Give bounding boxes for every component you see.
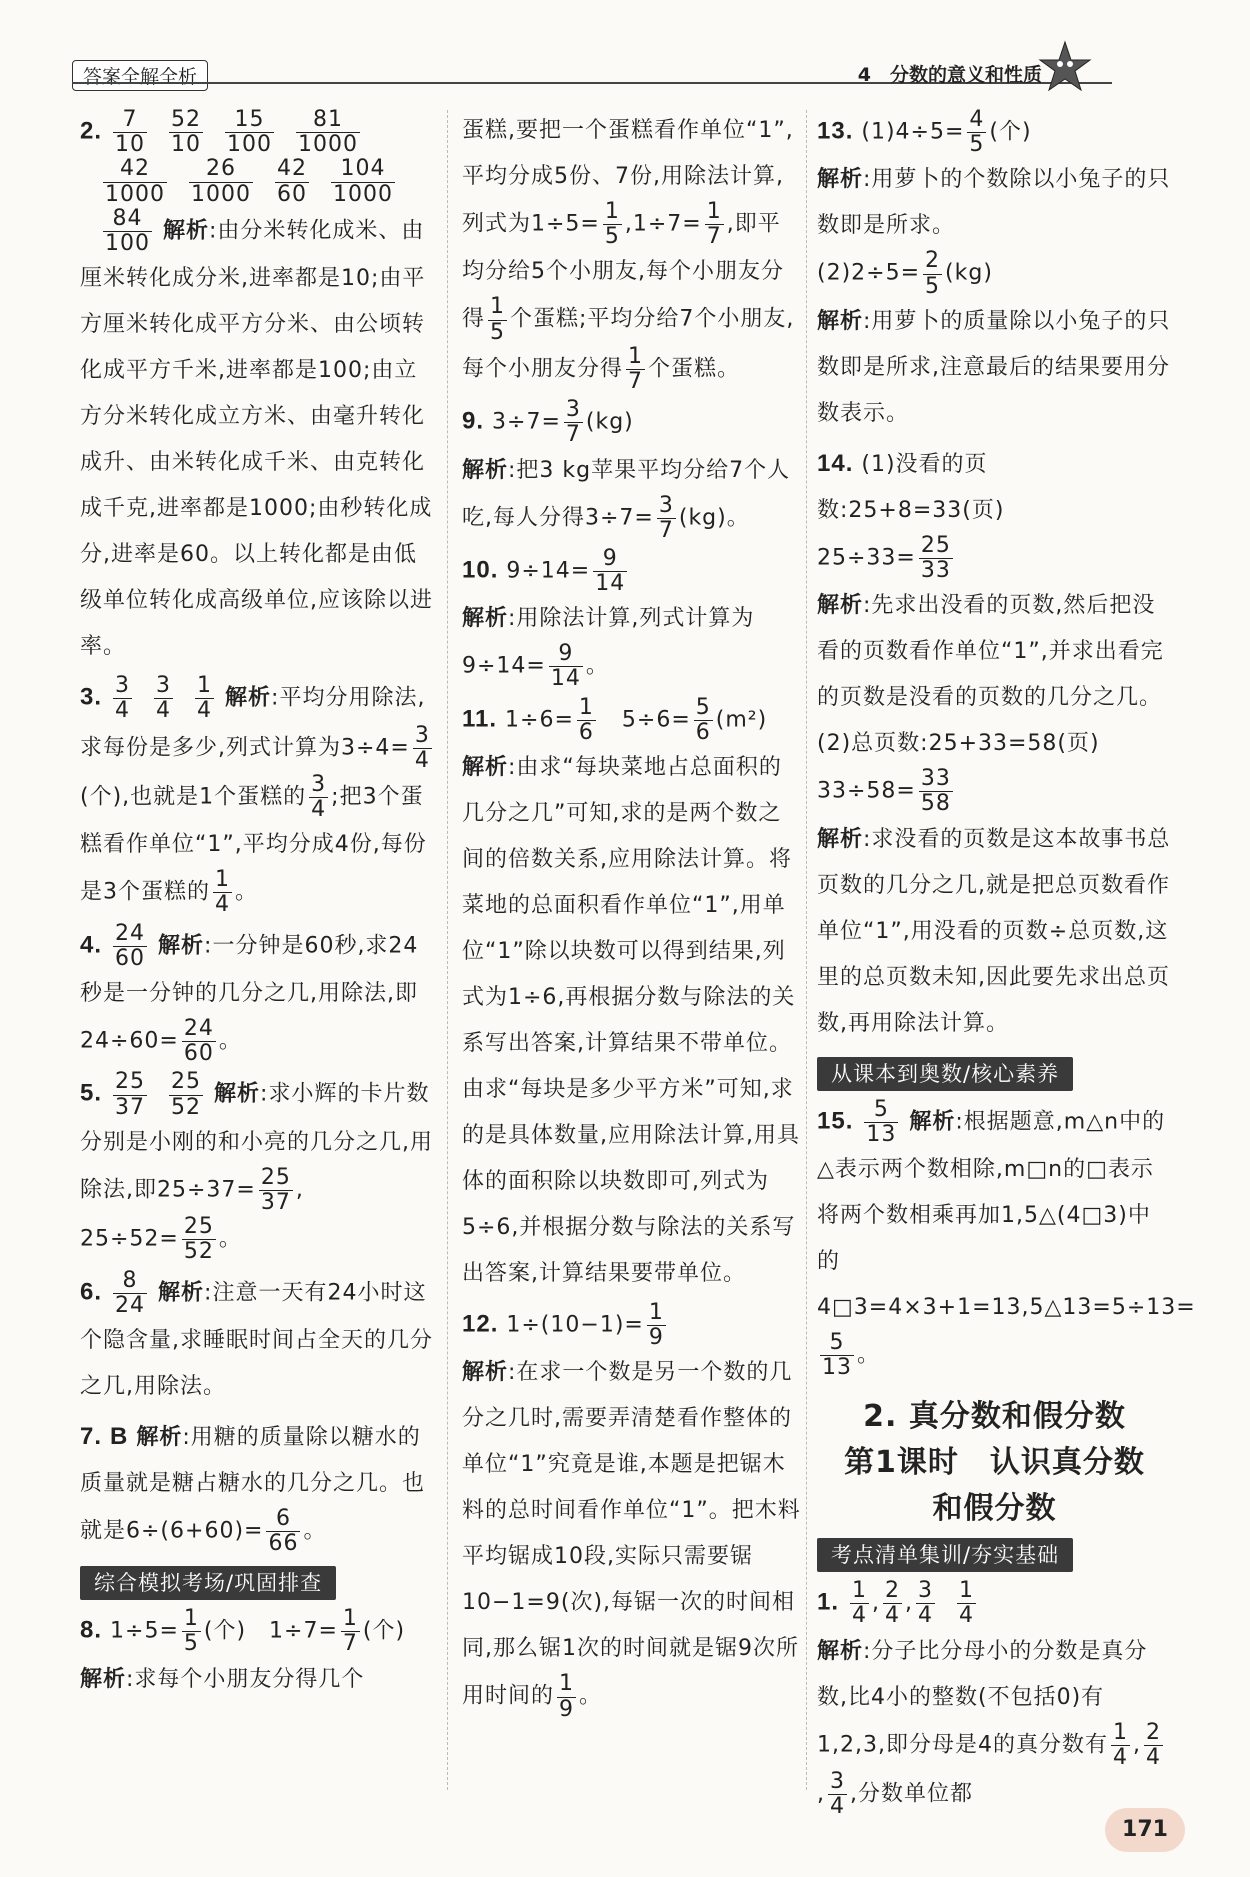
page-number: 171 bbox=[1105, 1808, 1185, 1852]
fraction: $\frac{2}{5}$ bbox=[925, 248, 941, 299]
answer-12: 12. 1÷(10−1)= $\frac{1}{9}$ 解析:在求一个数是另一个数的几分之几时,需要弄清楚看作整体的单位“1”究竟是谁,本题是把锯木料的总时间看作单位“1”。把木料平均锯成10段,实际只需要锯10−1=9(次),每锯一次的时间相同,那么锯1次的时间就是锯9次所用时间的 $\frac{1}{9}$ 。 bbox=[462, 1300, 801, 1722]
fraction: $\frac{9}{14}$ bbox=[595, 545, 626, 597]
fraction: $\frac{1}{5}$ bbox=[604, 199, 620, 250]
fraction: $\frac{25}{52}$ bbox=[171, 1069, 202, 1120]
analysis-label: 解析 bbox=[462, 606, 509, 632]
analysis-label: 解析 bbox=[214, 1082, 261, 1108]
fraction: $\frac{1}{4}$ bbox=[959, 1578, 975, 1629]
column-3 bbox=[817, 107, 1196, 1823]
fraction: $\frac{1}{5}$ bbox=[490, 294, 506, 345]
analysis-label: 解析 bbox=[225, 685, 272, 711]
fraction: $\frac{4}{5}$ bbox=[969, 107, 985, 158]
fraction: $\frac{24}{60}$ bbox=[183, 1016, 214, 1067]
question-number: 2. bbox=[80, 117, 103, 145]
column-divider-1 bbox=[447, 110, 448, 1790]
fraction: $\frac{104}{1000}$ bbox=[333, 156, 393, 207]
fraction: $\frac{52}{10}$ bbox=[171, 107, 202, 158]
analysis-label: 解析 bbox=[462, 755, 509, 780]
fraction: $\frac{25}{52}$ bbox=[183, 1214, 214, 1265]
answer-15: 15. $\frac{5}{13}$ 解析:根据题意,m△n中的△表示两个数相除,m□n的□表示将两个数相乘再加1,5△(4□3)中的4□3=4×3+1=13,5△13=5÷13= $\frac{5}{13}$ 。 bbox=[817, 1096, 1196, 1381]
fraction: $\frac{3}{4}$ bbox=[918, 1578, 934, 1629]
fraction: $\frac{1}{6}$ bbox=[578, 694, 594, 745]
fraction: $\frac{5}{13}$ bbox=[866, 1096, 897, 1147]
fraction: $\frac{81}{1000}$ bbox=[298, 107, 359, 158]
brand-label: 答案全解全析 bbox=[72, 60, 208, 91]
answer-8: 8. 1÷5= $\frac{1}{5}$ (个) 1÷7= $\frac{1}{7}$ (个) 解析:求每个小朋友分得几个 bbox=[80, 1606, 406, 1692]
page-header bbox=[72, 58, 1152, 88]
fraction: $\frac{7}{10}$ bbox=[115, 107, 146, 158]
answer-14: 14. (1)没看的页数:25+8=33(页) 25÷33= $\frac{25}{33}$ 解析:先求出没看的页数,然后把没看的页数看作单位“1”,并求出看完的页数是没看的页数的几分之几。 (2)总页数:25+33=58(页) 33÷58= $\frac{33}{58}$ 解析:求没看的页数是这本故事书总页数的几分之几,就是把总页数看作单位“1”,用没看的页数÷总页数,这里的总页数未知,因此要先求出总页数,再用除法计算。 bbox=[817, 449, 1171, 1036]
lesson-title: 第1课时 认识真分数 bbox=[844, 1445, 1145, 1481]
analysis-label: 解析 bbox=[136, 1424, 183, 1450]
fraction: $\frac{25}{33}$ bbox=[920, 532, 951, 583]
analysis-label: 解析 bbox=[817, 1638, 864, 1664]
chapter-title: 4 分数的意义和性质 bbox=[857, 64, 1042, 86]
fraction: $\frac{3}{4}$ bbox=[414, 722, 430, 773]
column-divider-2 bbox=[806, 110, 807, 1790]
section-title: 2. 真分数和假分数 bbox=[863, 1399, 1126, 1435]
fraction: $\frac{1}{7}$ bbox=[706, 199, 722, 250]
fraction: $\frac{1}{4}$ bbox=[852, 1578, 868, 1629]
fraction: $\frac{15}{100}$ bbox=[227, 107, 273, 158]
fraction: $\frac{1}{4}$ bbox=[197, 673, 213, 724]
fraction: $\frac{1}{4}$ bbox=[215, 867, 230, 918]
fraction: $\frac{1}{5}$ bbox=[183, 1606, 199, 1657]
column-1 bbox=[80, 108, 435, 1707]
column-2 bbox=[462, 108, 802, 1726]
analysis-label: 解析 bbox=[80, 1666, 127, 1692]
analysis-label: 解析 bbox=[158, 933, 205, 959]
answer-3: 3. $\frac{3}{4}$ $\frac{3}{4}$ $\frac{1}{4}$ 解析:平均分用除法,求每份是多少,列式计算为3÷4= $\frac{3}{4}$ (个),也就是1个蛋糕的 $\frac{3}{4}$ ;把3个蛋糕看作单位“1”,平均分成4份,每份是3个蛋糕的 $\frac{1}{4}$ 。 bbox=[80, 673, 430, 918]
fraction: $\frac{8}{24}$ bbox=[115, 1267, 146, 1318]
fraction: $\frac{6}{66}$ bbox=[268, 1505, 299, 1557]
fraction: $\frac{2}{4}$ bbox=[1145, 1719, 1161, 1770]
fraction: $\frac{3}{7}$ bbox=[658, 492, 674, 543]
analysis-label: 解析 bbox=[817, 167, 864, 193]
answer-8-continued: 蛋糕,要把一个蛋糕看作单位“1”,平均分成5份、7份,用除法计算,列式为1÷5= $\frac{1}{5}$ ,1÷7= $\frac{1}{7}$ ,即平均分给5个小朋友,每个小朋友分得 $\frac{1}{5}$ 个蛋糕;平均分给7个小朋友,每个小朋友分得 $\frac{1}{7}$ 个蛋糕。 bbox=[462, 118, 795, 394]
fraction: $\frac{84}{100}$ bbox=[105, 205, 150, 256]
section-heading: 从课本到奥数/核心素养 bbox=[817, 1057, 1073, 1091]
analysis-label: 解析 bbox=[817, 593, 864, 619]
fraction: $\frac{3}{4}$ bbox=[311, 771, 327, 823]
fraction: $\frac{42}{60}$ bbox=[277, 156, 307, 207]
answer-6: 6. $\frac{8}{24}$ 解析:注意一天有24小时这个隐含量,求睡眠时间占全天的几分之几,用除法。 bbox=[80, 1267, 433, 1399]
fraction: $\frac{1}{9}$ bbox=[559, 1671, 575, 1722]
analysis-label: 解析 bbox=[462, 457, 509, 483]
analysis-label: 解析 bbox=[909, 1109, 956, 1135]
fraction: $\frac{9}{14}$ bbox=[550, 641, 581, 692]
answer-2 bbox=[80, 108, 435, 670]
answer-9: 9. 3÷7= $\frac{3}{7}$ (kg) 解析:把3 kg苹果平均分给7个人吃,每人分得3÷7= $\frac{3}{7}$ (kg)。 bbox=[462, 397, 791, 543]
answer-5: 5. $\frac{25}{37}$ $\frac{25}{52}$ 解析:求小辉的卡片数分别是小刚的和小亮的几分之几,用除法,即25÷37= $\frac{25}{37}$ , 25÷52= $\frac{25}{52}$ 。 bbox=[80, 1069, 433, 1265]
fraction: $\frac{3}{4}$ bbox=[156, 673, 172, 724]
answer-7: 7. B 解析:用糖的质量除以糖水的质量就是糖占糖水的几分之几。也就是6÷(6+60)= $\frac{6}{66}$ 。 bbox=[80, 1422, 426, 1557]
fraction: $\frac{25}{37}$ bbox=[115, 1069, 146, 1120]
answer-11: 11. 1÷6= $\frac{1}{6}$ 5÷6= $\frac{5}{6}$ (m²) 解析:由求“每块菜地占总面积的几分之几”可知,求的是两个数之间的倍数关系,应用除法计算。将菜地的总面积看作单位“1”,用单位“1”除以块数可以得到结果,列式为1÷6,再根据分数与除法的关系写出答案,计算结果不带单位。由求“每块是多少平方米”可知,求的是具体数量,应用除法计算,用具体的面积除以块数即可,列式为5÷6,并根据分数与除法的关系写出答案,计算结果要带单位。 bbox=[462, 694, 800, 1286]
section-heading: 综合模拟考场/巩固排查 bbox=[80, 1566, 336, 1600]
fraction: $\frac{3}{7}$ bbox=[565, 397, 581, 448]
fraction: $\frac{25}{37}$ bbox=[260, 1164, 291, 1215]
fraction: $\frac{1}{4}$ bbox=[1112, 1719, 1128, 1770]
answer-1: 1. $\frac{1}{4}$ , $\frac{2}{4}$ , $\frac{3}{4}$ $\frac{1}{4}$ 解析:分子比分母小的分数是真分数,比4小的整数(不包括0)有1,2,3,即分母是4的真分数有 $\frac{1}{4}$ , $\frac{2}{4}$ , $\frac{3}{4}$ ,分数单位都 bbox=[817, 1578, 1161, 1820]
fraction: $\frac{42}{1000}$ bbox=[105, 156, 165, 207]
section-heading: 考点清单集训/夯实基础 bbox=[817, 1538, 1073, 1572]
fraction: $\frac{24}{60}$ bbox=[115, 920, 146, 971]
star-decoration-icon bbox=[1038, 40, 1092, 94]
analysis-label: 解析 bbox=[817, 826, 864, 852]
fraction: $\frac{33}{58}$ bbox=[920, 766, 951, 817]
fraction: $\frac{1}{9}$ bbox=[648, 1300, 664, 1351]
analysis-label: 解析 bbox=[462, 1360, 509, 1386]
fraction: $\frac{2}{4}$ bbox=[885, 1578, 901, 1629]
fraction: $\frac{26}{1000}$ bbox=[191, 156, 251, 207]
fraction: $\frac{1}{7}$ bbox=[342, 1606, 358, 1657]
fraction: $\frac{5}{6}$ bbox=[695, 694, 711, 745]
fraction: $\frac{5}{13}$ bbox=[822, 1329, 852, 1381]
lesson-title-line2: 和假分数 bbox=[932, 1491, 1057, 1527]
answer-13: 13. (1)4÷5= $\frac{4}{5}$ (个) 解析:用萝卜的个数除以小兔子的只数即是所求。 (2)2÷5= $\frac{2}{5}$ (kg) 解析:用萝卜的质量除以小兔子的只数即是所求,注意最后的结果要用分数表示。 bbox=[817, 107, 1171, 426]
analysis-label: 解析 bbox=[817, 308, 864, 334]
fraction: $\frac{3}{4}$ bbox=[115, 673, 131, 724]
analysis-label: 解析 bbox=[158, 1280, 205, 1306]
analysis-text: :由分米转化成米、由厘米转化成分米,进率都是10;由平方厘米转化成平方分米、由公顷转化成平方千米,进率都是100;由立方分米转化成立方米、由毫升转化成升、由米转化成千米、由克转化成千克,进率都是1000;由秒转化成分,进率是60。以上转化都是由低级单位转化成高级单位,应该除以进率。 bbox=[80, 218, 433, 660]
fraction: $\frac{3}{4}$ bbox=[830, 1769, 845, 1820]
fraction: $\frac{1}{7}$ bbox=[628, 343, 644, 394]
analysis-label: 解析 bbox=[163, 218, 210, 244]
answer-4: 4. $\frac{24}{60}$ 解析:一分钟是60秒,求24秒是一分钟的几分之几,用除法,即24÷60= $\frac{24}{60}$ 。 bbox=[80, 920, 419, 1067]
answer-10: 10. 9÷14= $\frac{9}{14}$ 解析:用除法计算,列式计算为9÷14= $\frac{9}{14}$ 。 bbox=[462, 545, 755, 692]
